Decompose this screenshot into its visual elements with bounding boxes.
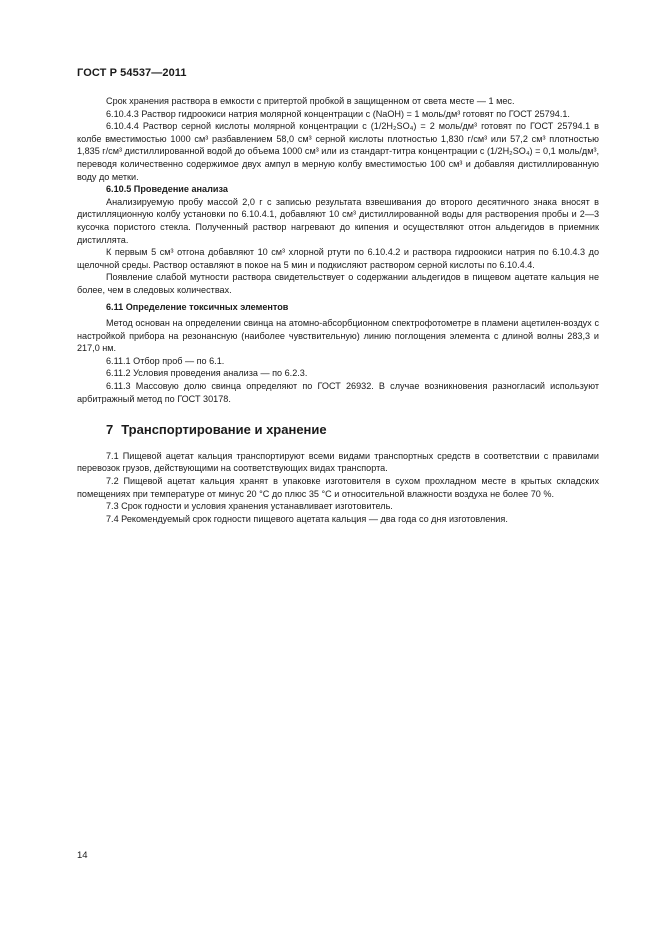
paragraph-6-10-4-3: 6.10.4.3 Раствор гидроокиси натрия молярной концентрации c (NaOH) = 1 моль/дм³ готовят по ГОСТ 25794.1. bbox=[106, 108, 570, 119]
heading-6-11: 6.11 Определение токсичных элементов bbox=[106, 301, 289, 312]
paragraph-6-11-1: 6.11.1 Отбор проб — по 6.1. bbox=[106, 355, 225, 366]
paragraph-distillate-test: К первым 5 см³ отгона добавляют 10 см³ хлорной ртути по 6.10.4.2 и раствора гидроокиси натрия по 6.10.4.3 до щелочной среды. Раствор оставляют в покое на 5 мин и подкисляют раствором серной кислоты по 6.10.4.4. bbox=[77, 247, 599, 270]
heading-6-10-5: 6.10.5 Проведение анализа bbox=[106, 184, 228, 195]
paragraph-7-1: 7.1 Пищевой ацетат кальция транспортируют всеми видами транспортных средств в соответствии с правилами перевозок грузов, действующими на соответствующих видах транспорта. bbox=[77, 450, 599, 474]
section-7-heading bbox=[106, 424, 599, 437]
paragraph-7-2: 7.2 Пищевой ацетат кальция хранят в упаковке изготовителя в сухом прохладном месте в крытых складских помещениях при температуре от минус 20 °С до плюс 35 °С и относительной влажности воздуха не более 70 %. bbox=[77, 476, 599, 499]
paragraph-7-3: 7.3 Срок годности и условия хранения устанавливает изготовитель. bbox=[106, 501, 393, 512]
paragraph-6-11-3: 6.11.3 Массовую долю свинца определяют по ГОСТ 26932. В случае возникновения разногласий используют арбитражный метод по ГОСТ 30178. bbox=[77, 381, 599, 404]
paragraph-6-10-4-4: 6.10.4.4 Раствор серной кислоты молярной концентрации c (1/2H₂SO₄) = 2 моль/дм³ готовят по ГОСТ 25794.1 в колбе вместимостью 1000 см³ разбавлением 58,0 см³ серной кислоты плотностью 1,830 г/см³ или 57,2 см³ плотностью 1,835 г/см³ дистиллированной водой до объема 1000 см³ или из стандарт-титра концентрации c (1/2H₂SO₄) = 0,1 моль/дм³, переводя количественно содержимое двух ампул в мерную колбу вместимостью 100 см³ и добавляя дистиллированную воду до метки. bbox=[77, 121, 599, 182]
paragraph-turbidity: Появление слабой мутности раствора свидетельствует о содержании альдегидов в пищевом ацетате кальция не более, чем в следовых количествах. bbox=[77, 272, 599, 295]
paragraph-7-4: 7.4 Рекомендуемый срок годности пищевого ацетата кальция — два года со дня изготовления. bbox=[106, 513, 508, 524]
section-7-number: 7 bbox=[106, 422, 114, 438]
paragraph-6-11-2: 6.11.2 Условия проведения анализа — по 6.2.3. bbox=[106, 368, 308, 379]
paragraph-analysis-procedure: Анализируемую пробу массой 2,0 г с записью результата взвешивания до второго десятичного знака вносят в дистилляционную колбу установки по 6.10.4.1, добавляют 10 см³ дистиллированной воды для растворения пробы и 2—3 кусочка пористого стекла. Полученный раствор нагревают до кипения и осуществляют отгон альдегидов в приемник дистиллята. bbox=[77, 196, 599, 245]
document-body bbox=[77, 95, 599, 525]
section-7-title: Транспортирование и хранение bbox=[121, 422, 327, 438]
paragraph-storage-term: Срок хранения раствора в емкости с притертой пробкой в защищенном от света месте — 1 мес. bbox=[106, 96, 515, 106]
page-number: 14 bbox=[77, 850, 88, 861]
paragraph-method: Метод основан на определении свинца на атомно-абсорбционном спектрофотометре в пламени ацетилен-воздух с настройкой прибора на резонансную (наиболее чувствительную) линию поглощения элемента с длиной волны 283,3 и 217,0 нм. bbox=[77, 318, 599, 354]
document-header: ГОСТ Р 54537—2011 bbox=[77, 67, 187, 79]
